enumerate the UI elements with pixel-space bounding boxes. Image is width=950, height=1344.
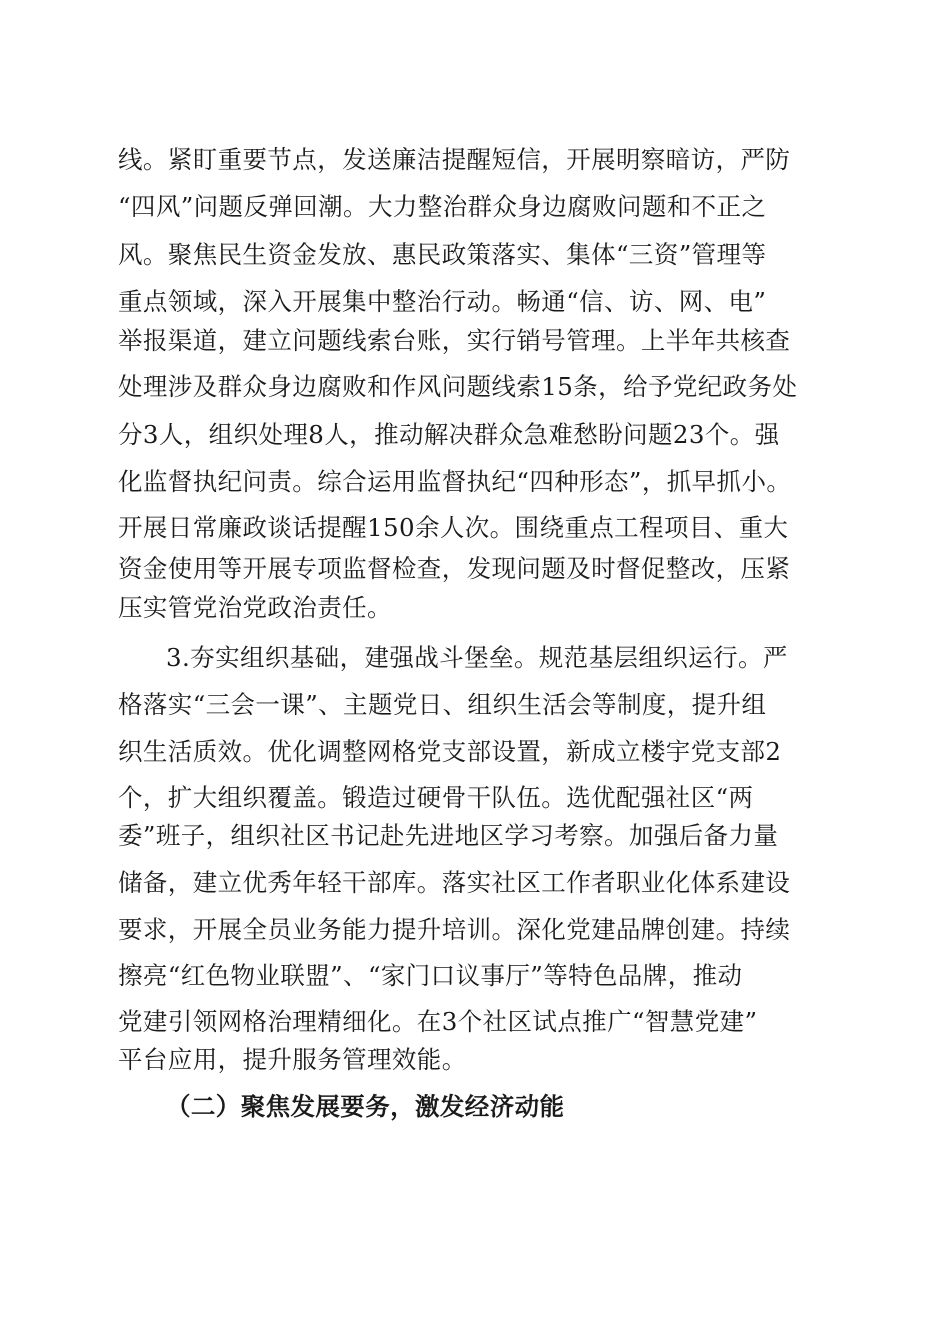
section-heading: （二）聚焦发展要务，激发经济动能 xyxy=(166,1092,565,1121)
body-text-line: 开展日常廉政谈话提醒150余人次。围绕重点工程项目、重大 xyxy=(118,513,789,542)
body-text-line: 处理涉及群众身边腐败和作风问题线索15条，给予党纪政务处 xyxy=(118,372,798,401)
body-text-line: 织生活质效。优化调整网格党支部设置，新成立楼宇党支部2 xyxy=(118,737,782,766)
body-text-line: 格落实“三会一课”、主题党日、组织生活会等制度，提升组 xyxy=(118,690,767,719)
body-text-line: 委”班子，组织社区书记赴先进地区学习考察。加强后备力量 xyxy=(118,821,779,850)
body-text-line: 资金使用等开展专项监督检查，发现问题及时督促整改，压紧 xyxy=(118,554,791,583)
body-text-line: 分3人，组织处理8人，推动解决群众急难愁盼问题23个。强 xyxy=(118,420,780,449)
body-text-line: 党建引领网格治理精细化。在3个社区试点推广“智慧党建” xyxy=(118,1007,758,1036)
body-text-line: 风。聚焦民生资金发放、惠民政策落实、集体“三资”管理等 xyxy=(118,240,767,269)
body-text-line: “四风”问题反弹回潮。大力整治群众身边腐败问题和不正之 xyxy=(118,192,767,221)
body-text-line: 举报渠道，建立问题线索台账，实行销号管理。上半年共核查 xyxy=(118,326,791,355)
body-text-line: 储备，建立优秀年轻干部库。落实社区工作者职业化体系建设 xyxy=(118,868,791,897)
body-text-line: 化监督执纪问责。综合运用监督执纪“四种形态”，抓早抓小。 xyxy=(118,467,792,496)
body-text-line: 重点领域，深入开展集中整治行动。畅通“信、访、网、电” xyxy=(118,287,767,316)
body-text-line: 线。紧盯重要节点，发送廉洁提醒短信，开展明察暗访，严防 xyxy=(118,145,791,174)
body-text-line: 要求，开展全员业务能力提升培训。深化党建品牌创建。持续 xyxy=(118,915,791,944)
body-text-line: 平台应用，提升服务管理效能。 xyxy=(118,1045,467,1074)
body-text-line: 压实管党治党政治责任。 xyxy=(118,593,392,622)
body-text-line: 个，扩大组织覆盖。锻造过硬骨干队伍。选优配强社区“两 xyxy=(118,783,754,812)
body-text-line: 擦亮“红色物业联盟”、“家门口议事厅”等特色品牌，推动 xyxy=(118,961,743,990)
section-item-3-line: 3.夯实组织基础，建强战斗堡垒。规范基层组织运行。严 xyxy=(166,643,788,672)
